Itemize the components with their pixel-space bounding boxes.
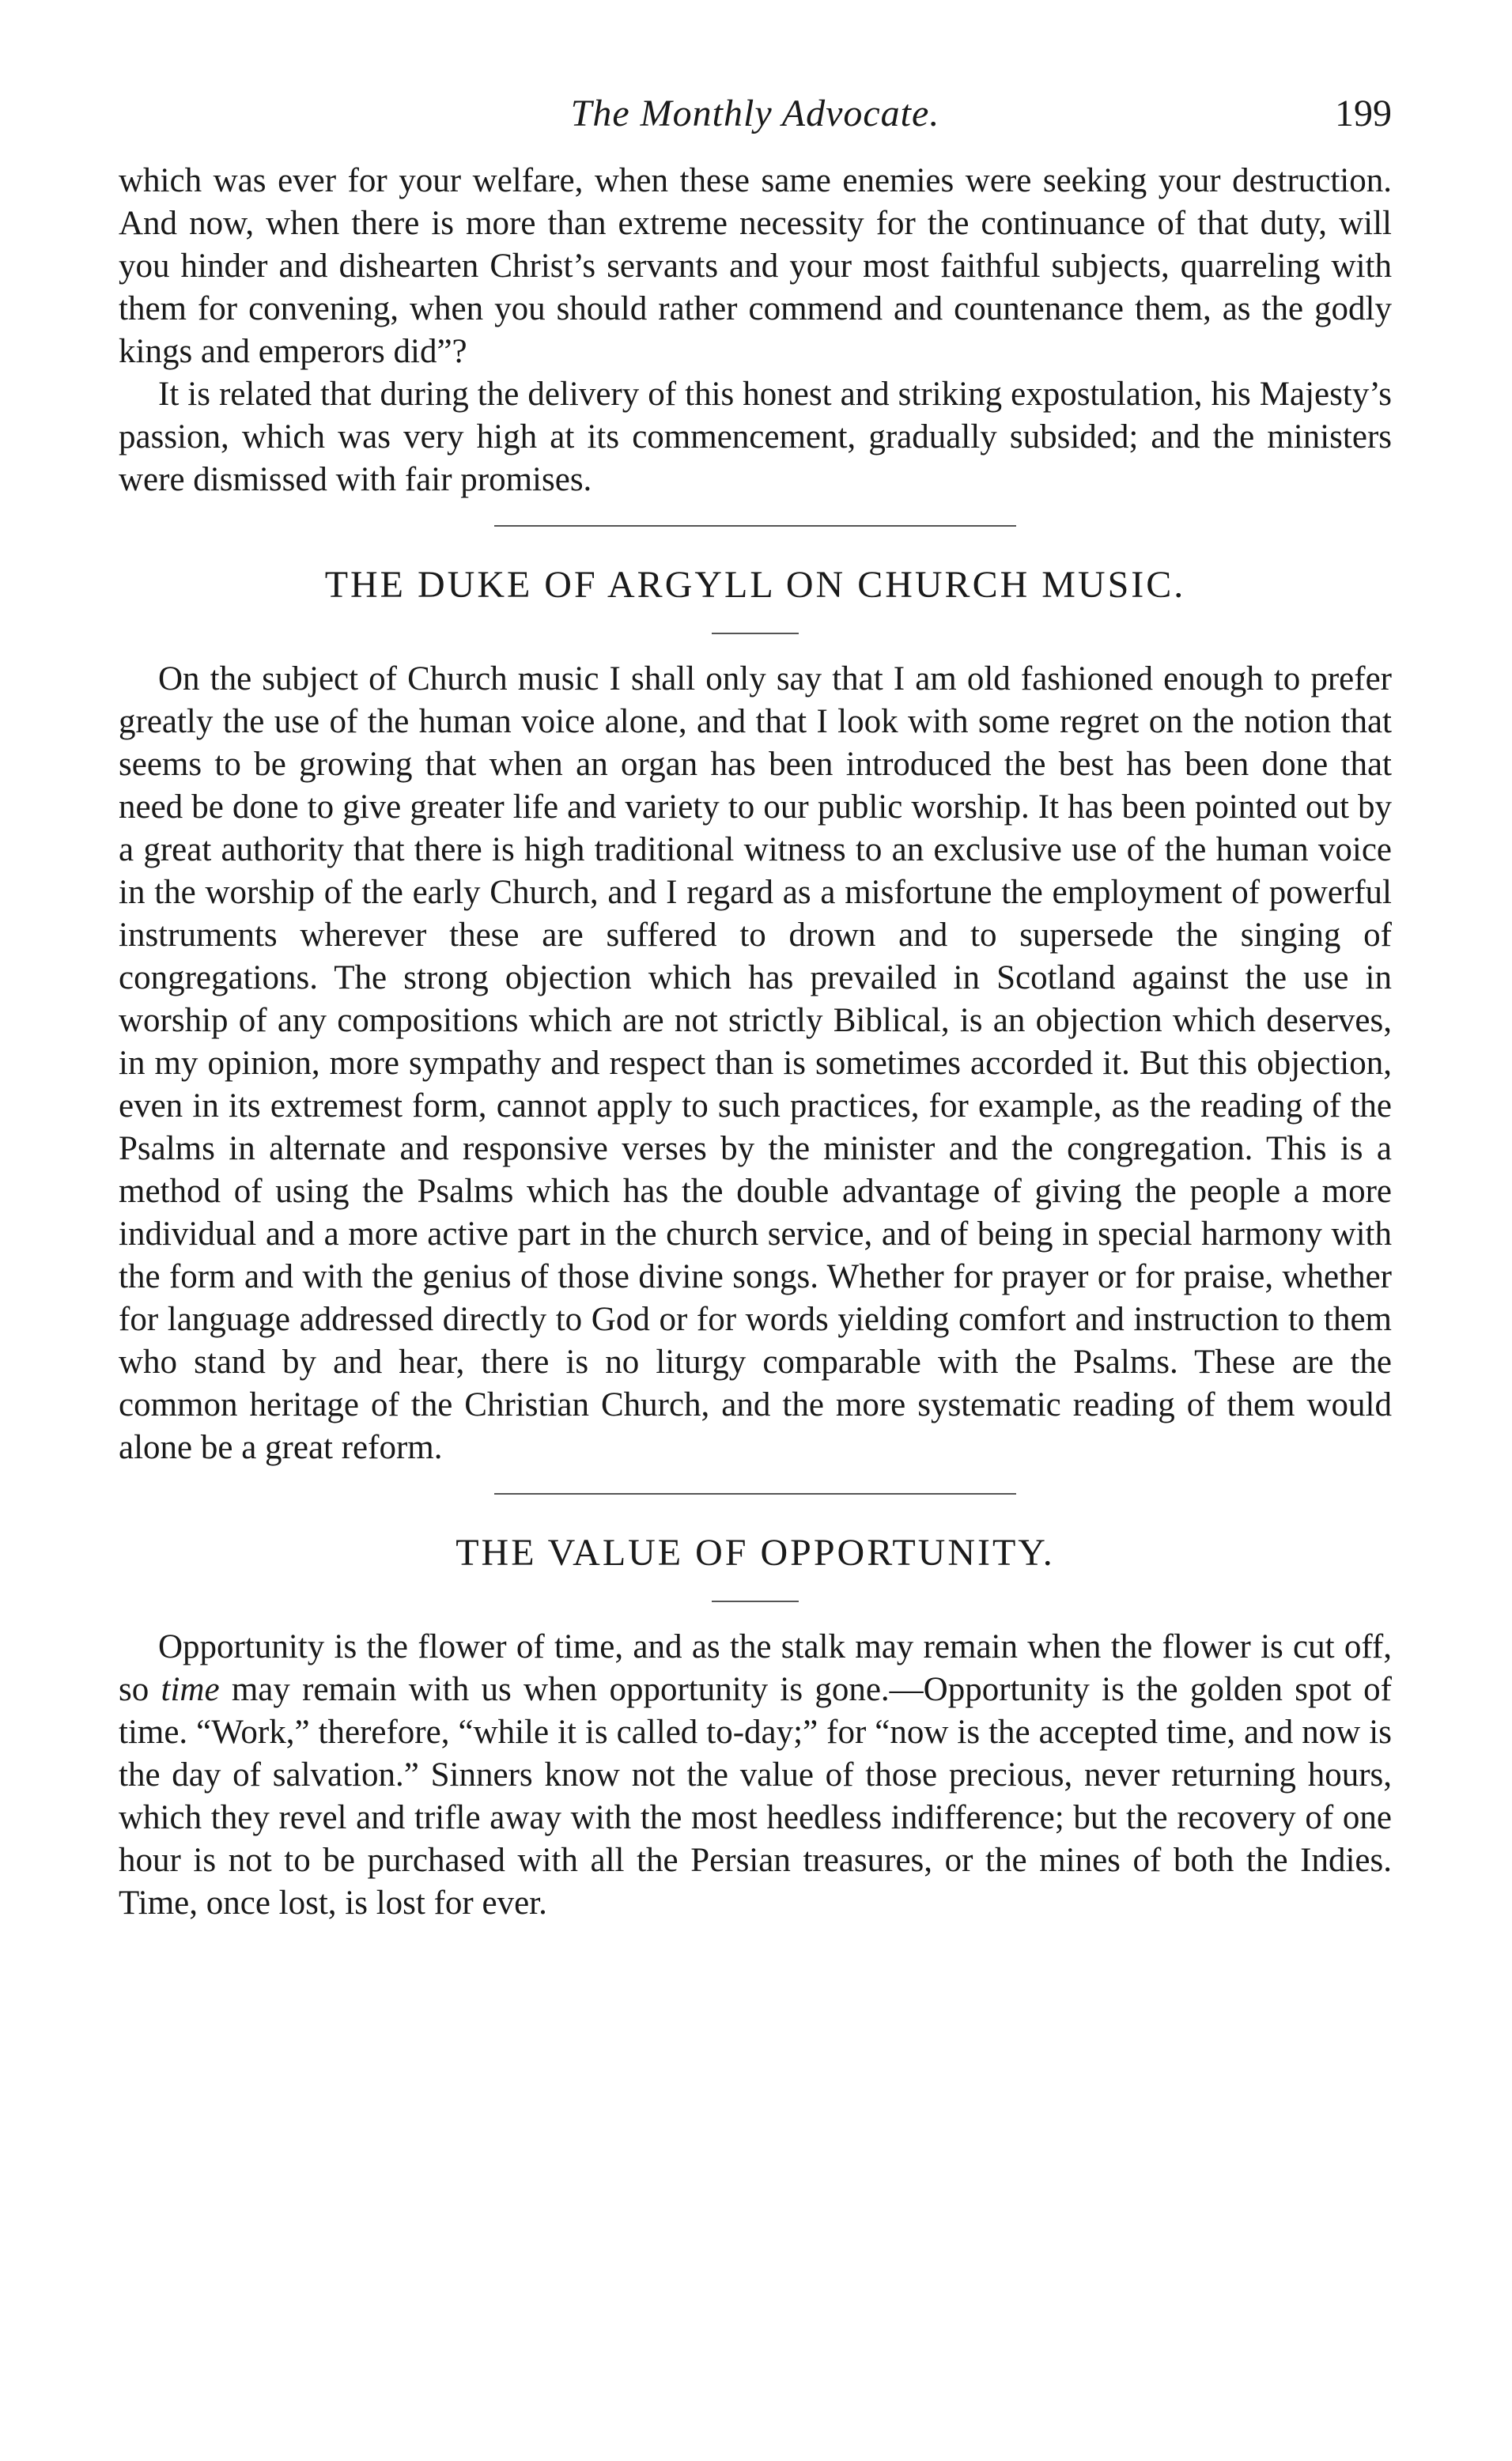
section-divider — [494, 525, 1016, 527]
continued-paragraph: which was ever for your welfare, when these same enemies were seeking your destruction. And now, when there is more than extreme necessity for the continuance of that duty, will you hinder and dishearten Christ’s servants and your most faithful subjects, quarreling with them for convening, when you should rather commend and countenance them, as the godly kings and emperors did”? — [119, 162, 1392, 370]
section-title-church-music: THE DUKE OF ARGYLL ON CHURCH MUSIC. — [324, 564, 1186, 606]
section-title-opportunity: THE VALUE OF OPPORTUNITY. — [455, 1532, 1055, 1574]
opportunity-paragraph — [119, 1626, 1392, 1925]
page — [119, 87, 1392, 1925]
running-header — [119, 87, 1392, 142]
expostulation-paragraph: It is related that during the delivery of this honest and striking expostulation, his Majesty’s passion, which was very high at its commencement, gradually subsided; and the ministers were dismissed with fair promises. — [119, 376, 1392, 498]
opportunity-text-end: may remain with us when opportunity is gone.—Opportunity is the golden spot of time. “Work,” therefore, “while it is called to-day;” for “now is the accepted time, and now is the day of salvation.” Sinners know not the value of those precious, never returning hours, which they revel and trifle away with the most heedless indifference; but the recovery of one hour is not to be purchased with all the Persian treasures, or the mines of both the Indies. Time, once lost, is lost for ever. — [119, 1671, 1393, 1922]
church-music-paragraph: On the subject of Church music I shall only say that I am old fashioned enough to prefer greatly the use of the human voice alone, and that I look with some regret on the notion that seems to be growing that when an organ has been introduced the best has been done that need be done to give greater life and variety to our public worship. It has been pointed out by a great authority that there is high traditional witness to an exclusive use of the human voice in the worship of the early Church, and I regard as a misfortune the employment of powerful instruments wherever these are suffered to drown and to supersede the singing of congregations. The strong objection which has prevailed in Scotland against the use in worship of any compositions which are not strictly Biblical, is an objection which deserves, in my opinion, more sympathy and respect than is sometimes accorded it. But this objection, even in its extremest form, cannot apply to such practices, for example, as the reading of the Psalms in alternate and responsive verses by the minister and the congregation. This is a method of using the Psalms which has the double advantage of giving the people a more individual and a more active part in the church service, and of being in special harmony with the form and with the genius of those divine songs. Whether for prayer or for praise, whether for language addressed directly to God or for words yielding comfort and instruction to them who stand by and hear, there is no liturgy comparable with the Psalms. These are the common heritage of the Christian Church, and the more systematic reading of them would alone be a great reform. — [119, 660, 1392, 1466]
opportunity-italic-word: time — [161, 1671, 220, 1708]
opportunity-text-start: Opportunity is the flower of time, and as the stalk may remain when the flower is cut off, so — [119, 1628, 1392, 1708]
title-rule — [712, 1601, 799, 1602]
running-title: The Monthly Advocate. — [570, 93, 940, 134]
title-rule — [712, 633, 799, 634]
section-divider — [494, 1493, 1016, 1495]
page-number: 199 — [1335, 93, 1392, 134]
